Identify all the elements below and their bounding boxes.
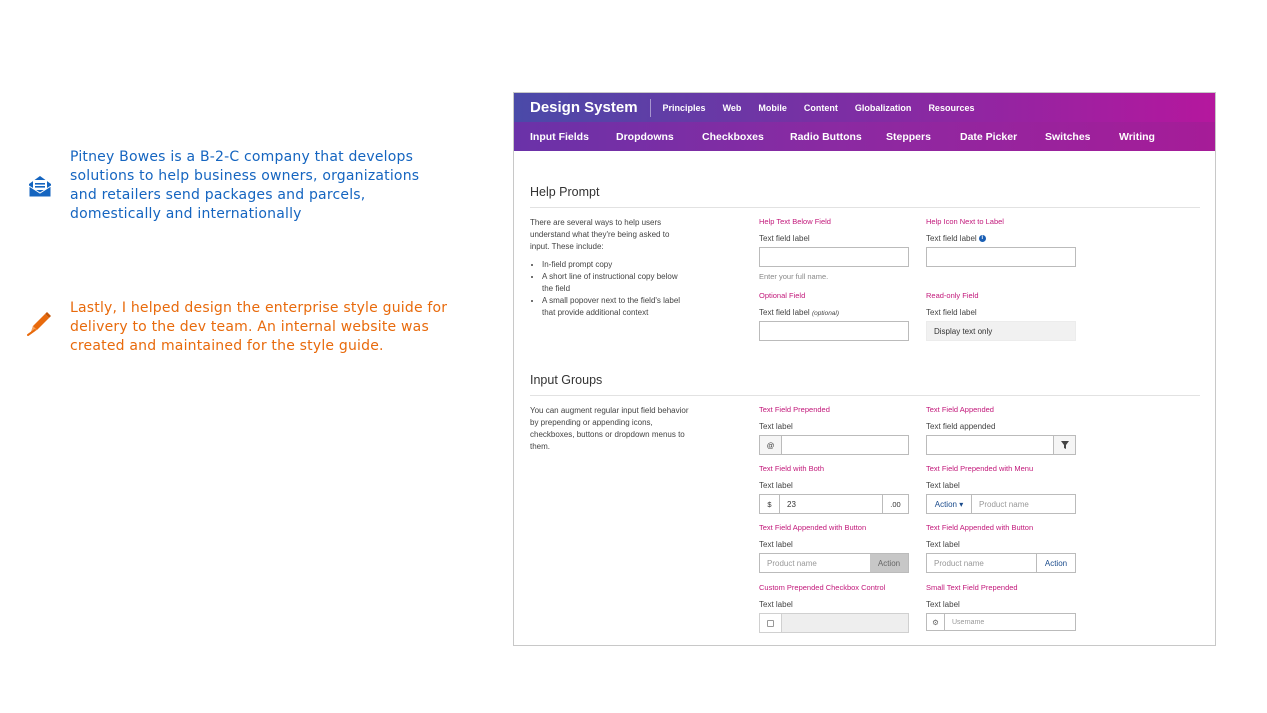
- subnav-checkboxes[interactable]: Checkboxes: [702, 130, 764, 143]
- amount-input[interactable]: 23: [787, 499, 796, 509]
- checkbox-addon: [760, 614, 782, 632]
- checkbox[interactable]: [767, 620, 774, 627]
- subnav-date-picker[interactable]: Date Picker: [960, 130, 1018, 143]
- subnav-dropdowns[interactable]: Dropdowns: [616, 130, 674, 143]
- both-input-group: [759, 494, 909, 514]
- style-guide-text: Lastly, I helped design the enterprise style guide for delivery to the dev team. An internal website was created and maintained for the style guide.: [70, 300, 448, 354]
- top-navbar: [514, 93, 1215, 122]
- optional-input[interactable]: [759, 321, 909, 341]
- example-title: Read-only Field: [926, 291, 979, 300]
- filter-icon[interactable]: [1053, 436, 1075, 454]
- field-label: Text label: [759, 481, 793, 490]
- action-menu-button[interactable]: Action ▾: [927, 495, 972, 513]
- product-name-input[interactable]: Product name: [979, 499, 1029, 509]
- field-label: Text field label: [759, 234, 810, 243]
- field-label: Text label: [759, 422, 793, 431]
- small-input-group: [926, 613, 1076, 631]
- input-groups-heading: Input Groups: [530, 373, 603, 387]
- checkbox-input-group: [759, 613, 909, 633]
- field-label: Text field label: [926, 308, 977, 317]
- subnav-radio-buttons[interactable]: Radio Buttons: [790, 130, 862, 143]
- example-title: Text Field with Both: [759, 464, 825, 473]
- field-label: Text field appended: [926, 422, 996, 431]
- full-name-input[interactable]: [759, 247, 909, 267]
- page-content: [514, 151, 1215, 645]
- example-title: Text Field Prepended with Menu: [926, 464, 1034, 473]
- topnav-mobile[interactable]: Mobile: [758, 102, 787, 113]
- example-title: Text Field Appended with Button: [926, 523, 1034, 532]
- brand-logo[interactable]: Design System: [530, 99, 651, 117]
- product-name-input[interactable]: Product name: [767, 558, 817, 568]
- top-nav: [663, 103, 992, 113]
- disabled-input: [782, 614, 908, 632]
- settings-icon: ⚙: [927, 614, 945, 630]
- button-input-group: [759, 553, 909, 573]
- example-title: Text Field Appended with Button: [759, 523, 867, 532]
- intro-text: Pitney Bowes is a B-2-C company that develops solutions to help business owners, organizations and retailers send packages and parcels, domestically and internationally: [70, 149, 420, 222]
- readonly-field: Display text only: [926, 321, 1076, 341]
- menu-input-group: [926, 494, 1076, 514]
- list-item: • A small popover next to the field's label that provide additional context: [542, 295, 690, 319]
- subnav-switches[interactable]: Switches: [1045, 130, 1091, 143]
- field-label-with-icon: Text field label i: [926, 234, 986, 243]
- action-button[interactable]: Action: [870, 554, 908, 572]
- intro-note: [26, 148, 450, 224]
- prepended-input[interactable]: [782, 436, 908, 454]
- text-field-input[interactable]: [926, 247, 1076, 267]
- topnav-resources[interactable]: Resources: [928, 102, 975, 113]
- topnav-globalization[interactable]: Globalization: [854, 102, 912, 113]
- example-title: Optional Field: [759, 291, 806, 300]
- subnav-input-fields[interactable]: Input Fields: [530, 130, 589, 143]
- example-title: Help Text Below Field: [759, 217, 831, 226]
- product-name-input[interactable]: Product name: [934, 558, 984, 568]
- style-guide-note: [26, 299, 450, 356]
- divider: [530, 207, 1200, 208]
- appended-input-group: [926, 435, 1076, 455]
- help-text: Enter your full name.: [759, 272, 829, 281]
- example-title: Text Field Appended: [926, 405, 994, 414]
- field-label: Text label: [926, 600, 960, 609]
- username-input[interactable]: Username: [952, 618, 985, 626]
- sub-navbar: [514, 122, 1215, 151]
- cents-addon: .00: [882, 495, 908, 513]
- divider: [530, 395, 1200, 396]
- list-item: • A short line of instructional copy below the field: [542, 271, 690, 295]
- subnav-writing[interactable]: Writing: [1119, 130, 1155, 143]
- field-label: Text label: [759, 540, 793, 549]
- help-prompt-heading: Help Prompt: [530, 185, 600, 199]
- dollar-addon: $: [760, 495, 780, 513]
- button-input-group: [926, 553, 1076, 573]
- help-prompt-description: There are several ways to help users understand what they're being asked to input. These include: • In-field prompt copy • A short line of instructional copy below the field • A small popover next to the field's label that provide additional context: [530, 217, 690, 319]
- topnav-principles[interactable]: Principles: [662, 102, 706, 113]
- at-addon: @: [760, 436, 782, 454]
- field-label-optional: Text field label (optional): [759, 308, 840, 317]
- subnav-steppers[interactable]: Steppers: [886, 130, 931, 143]
- example-title: Custom Prepended Checkbox Control: [759, 583, 886, 592]
- style-guide-screenshot: [513, 92, 1216, 646]
- field-label: Text label: [926, 481, 960, 490]
- envelope-icon: [26, 172, 54, 200]
- prepended-input-group: [759, 435, 909, 455]
- input-groups-description: You can augment regular input field behavior by prepending or appending icons, checkboxes, buttons or dropdown menus to them.: [530, 406, 689, 451]
- field-label: Text label: [759, 600, 793, 609]
- info-icon[interactable]: i: [979, 235, 986, 242]
- appended-input[interactable]: [927, 436, 1053, 454]
- field-label: Text label: [926, 540, 960, 549]
- example-title: Text Field Prepended: [759, 405, 830, 414]
- list-item: • In-field prompt copy: [542, 259, 690, 271]
- example-title: Help Icon Next to Label: [926, 217, 1004, 226]
- example-title: Small Text Field Prepended: [926, 583, 1018, 592]
- action-button[interactable]: Action: [1036, 554, 1075, 572]
- pencil-icon: [26, 309, 54, 337]
- topnav-content[interactable]: Content: [803, 102, 838, 113]
- topnav-web[interactable]: Web: [722, 102, 742, 113]
